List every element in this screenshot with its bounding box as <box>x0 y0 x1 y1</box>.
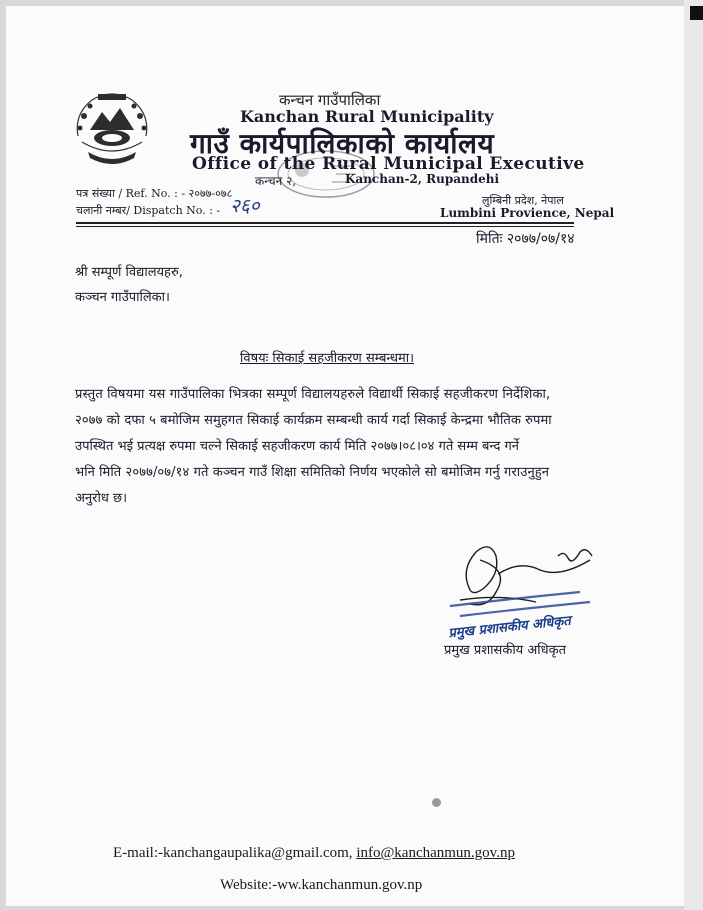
dispatch-number-handwritten: २६० <box>230 195 260 217</box>
body-paragraph-line: भनि मिति २०७७/०७/१४ गते कञ्चन गाउँ शिक्षा समितिको निर्णय भएकोले सो बमोजिम गर्नु गराउनुहुन <box>75 465 550 480</box>
letterhead-divider <box>76 222 574 224</box>
province-english: Lumbini Provience, Nepal <box>440 206 615 220</box>
dispatch-label: चलानी नम्बर/ Dispatch No. : - <box>76 204 221 217</box>
municipality-name-nepali: कन्चन गाउँपालिका <box>279 91 381 109</box>
body-paragraph-line: २०७७ को दफा ५ बमोजिम समुहगत सिकाई कार्यक्रम सम्बन्धी कार्य गर्दा सिकाई केन्द्रमा भौतिक रुपमा <box>75 413 552 428</box>
municipality-name-english: Kanchan Rural Municipality <box>240 107 494 126</box>
scan-edge <box>684 0 703 910</box>
office-name-english: Office of the Rural Municipal Executive <box>192 154 585 174</box>
footer-email-link[interactable]: info@kanchanmun.gov.np <box>356 845 515 861</box>
body-paragraph-line: अनुरोध छ। <box>75 491 127 506</box>
signature-stamp-title: प्रमुख प्रशासकीय अधिकृत <box>447 613 572 642</box>
nepal-emblem-icon <box>68 86 156 172</box>
letter-date: मितिः २०७७/०७/१४ <box>476 231 575 247</box>
body-paragraph-line: उपस्थित भई प्रत्यक्ष रुपमा चल्ने सिकाई सहजीकरण कार्य मिति २०७७।०८।०४ गते सम्म बन्द गर्ने <box>75 439 520 454</box>
province-nepali: लुम्बिनी प्रदेश, नेपाल <box>482 194 564 207</box>
handwritten-signature <box>440 530 610 622</box>
scan-corner-mark <box>690 6 703 20</box>
footer-email <box>113 845 515 862</box>
office-name-nepali: गाउँ कार्यपालिकाको कार्यालय <box>190 127 495 160</box>
reference-number: पत्र संख्या / Ref. No. : - २०७७-०७८ <box>76 187 233 200</box>
scan-speck <box>432 798 441 807</box>
footer-email-text: E-mail:-kanchangaupalika@gmail.com, <box>113 845 357 861</box>
recipient-line-2: कञ्चन गाउँपालिका। <box>75 290 170 305</box>
address-nepali: कन्चन २, <box>255 174 297 188</box>
address-english: Kanchan-2, Rupandehi <box>345 172 500 186</box>
body-paragraph-line: प्रस्तुत विषयमा यस गाउँपालिका भित्रका सम्पूर्ण विद्यालयहरुले विद्यार्थी सिकाई सहजीकरण निर्देशिका, <box>75 387 551 402</box>
recipient-line-1: श्री सम्पूर्ण विद्यालयहरु, <box>75 265 183 280</box>
footer-website[interactable]: Website:-ww.kanchanmun.gov.np <box>220 877 423 893</box>
signer-designation: प्रमुख प्रशासकीय अधिकृत <box>444 643 567 658</box>
subject-line: विषयः सिकाई सहजीकरण सम्बन्धमा। <box>240 351 415 366</box>
letterhead-divider-thin <box>76 226 574 227</box>
